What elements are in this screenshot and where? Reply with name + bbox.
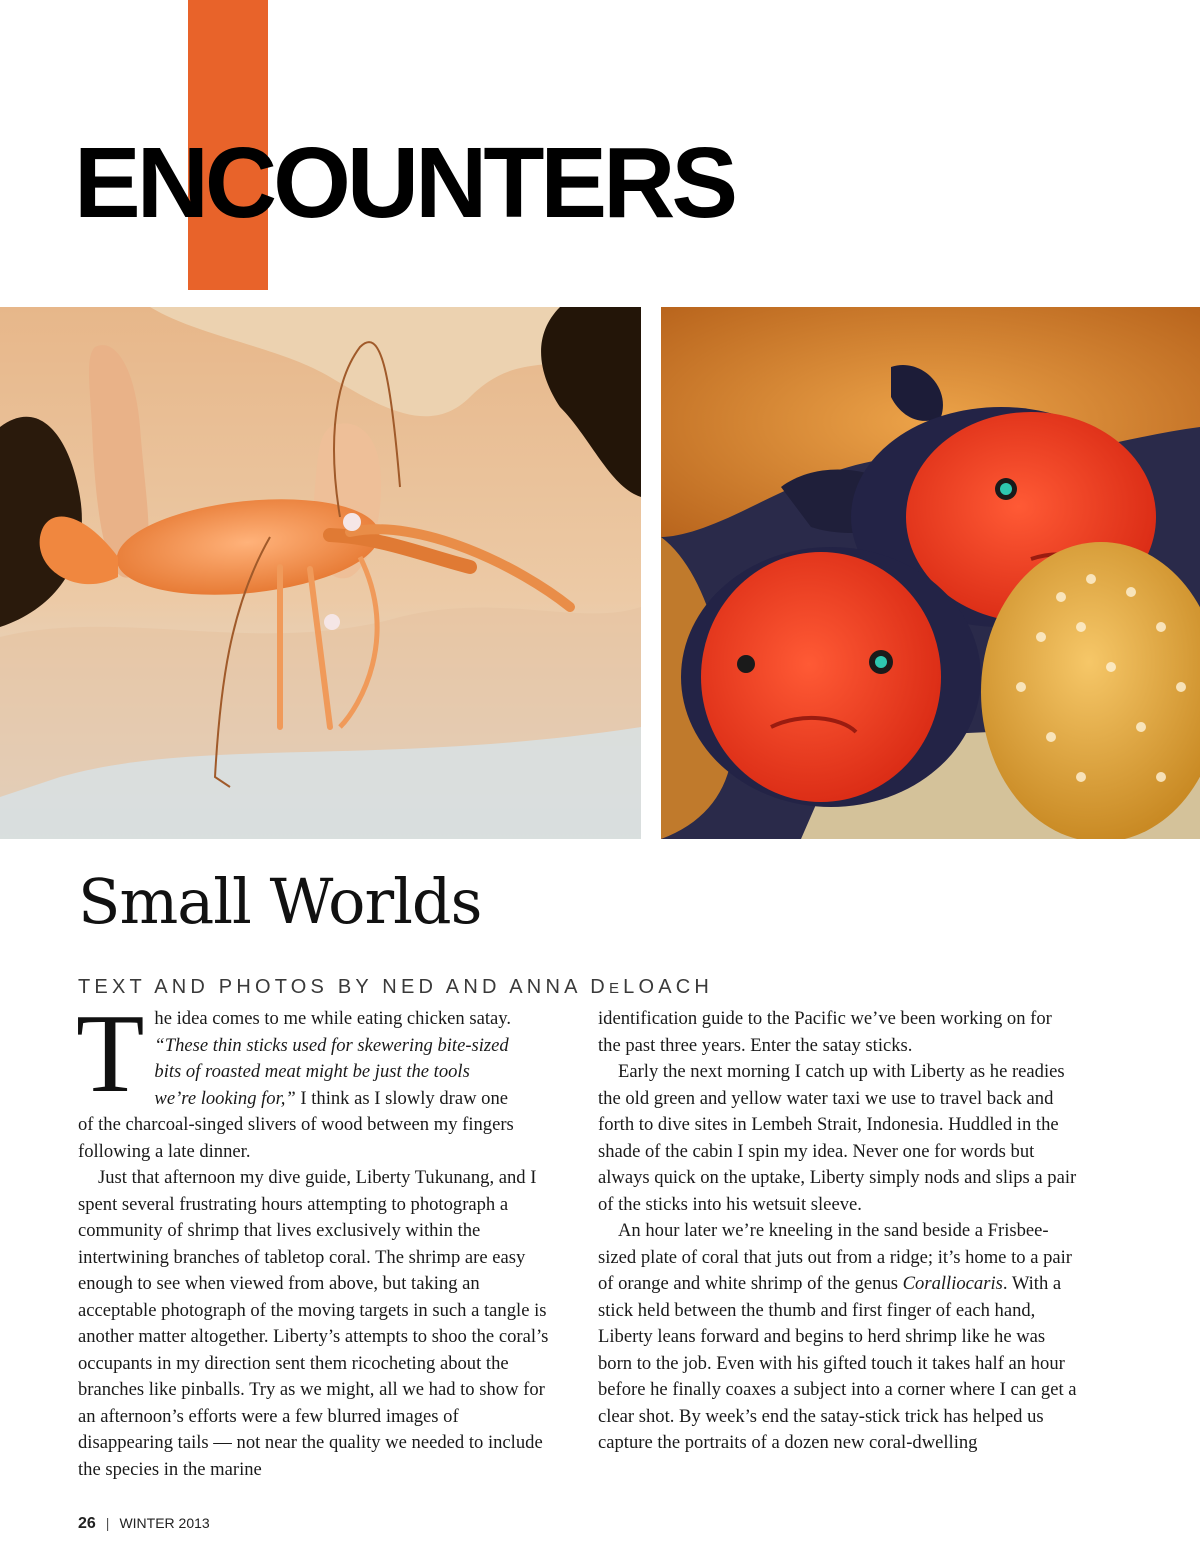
page-number: 26 xyxy=(78,1515,96,1532)
article-headline: Small Worlds xyxy=(78,865,482,938)
byline-text: TEXT AND PHOTOS BY NED AND ANNA D xyxy=(78,976,609,998)
quote-text: bits of roasted meat might be just the tools xyxy=(154,1061,470,1082)
text-line: he idea comes to me while eating chicken satay. xyxy=(154,1008,512,1029)
shrimp-photo xyxy=(0,307,641,839)
issue-label: WINTER 2013 xyxy=(119,1515,210,1531)
text-line: following a late dinner. xyxy=(78,1140,251,1162)
article-column-right xyxy=(598,1006,1078,1457)
body-text: An hour later we’re kneeling in the sand beside a Frisbee-sized plate of coral that juts out from a ridge; it’s home to a pair of orange and white shrimp of the genus xyxy=(598,1220,1073,1294)
body-text: I think as I slowly draw one xyxy=(295,1087,509,1109)
footer-separator: | xyxy=(105,1515,110,1531)
text-line: of the charcoal-singed slivers of wood between my fingers xyxy=(78,1114,514,1135)
red-fish-photo xyxy=(661,307,1200,839)
page-footer xyxy=(78,1515,210,1533)
paragraph-5 xyxy=(598,1218,1078,1457)
text-line xyxy=(78,1033,558,1060)
text-line xyxy=(78,1086,558,1113)
article-column-left xyxy=(76,992,558,1483)
paragraph-3: identification guide to the Pacific we’ve been working on for the past three years. Enter the satay sticks. xyxy=(598,1008,1052,1056)
quote-text: we’re looking for,” xyxy=(154,1087,296,1109)
section-title: ENCOUNTERS xyxy=(74,127,735,239)
paragraph-2: Just that afternoon my dive guide, Liberty Tukunang, and I spent several frustrating hours attempting to photograph a community of shrimp that lives exclusively within the intertwining branches of tabletop coral. The shrimp are easy enough to see when viewed from above, but taking an acceptable photograph of the moving targets in such a tangle is another matter altogether. Liberty’s attempts to shoo the coral’s occupants in my direction sent them ricocheting about the branches like pinballs. Try as we might, all we had to show for an afternoon’s efforts were a few blurred images of disappearing tails — not near the quality we needed to include the species in the marine xyxy=(78,1167,549,1480)
article-byline xyxy=(78,976,713,999)
drop-cap: T xyxy=(76,992,145,1116)
paragraph-1 xyxy=(76,992,558,1165)
text-line xyxy=(78,1059,558,1086)
quote-text: “These thin sticks used for skewering bite-sized xyxy=(154,1034,509,1056)
body-text: . With a stick held between the thumb and first finger of each hand, Liberty leans forward and begins to herd shrimp like he was born to the job. Even with his gifted touch it takes half an hour before he finally coaxes a subject into a corner where I can get a clear shot. By week’s end the satay-stick trick has helped us capture the portraits of a dozen new coral-dwelling xyxy=(598,1273,1077,1453)
genus-name: Coralliocaris xyxy=(902,1273,1003,1294)
paragraph-4: Early the next morning I catch up with Liberty as he readies the old green and yellow water taxi we use to travel back and forth to dive sites in Lembeh Strait, Indonesia. Huddled in the shade of the cabin I spin my idea. Never one for words but always quick on the uptake, Liberty simply nods and slips a pair of the sticks into his wetsuit sleeve. xyxy=(598,1061,1077,1215)
byline-smallcap: E xyxy=(608,980,624,997)
byline-text-end: LOACH xyxy=(623,976,714,998)
